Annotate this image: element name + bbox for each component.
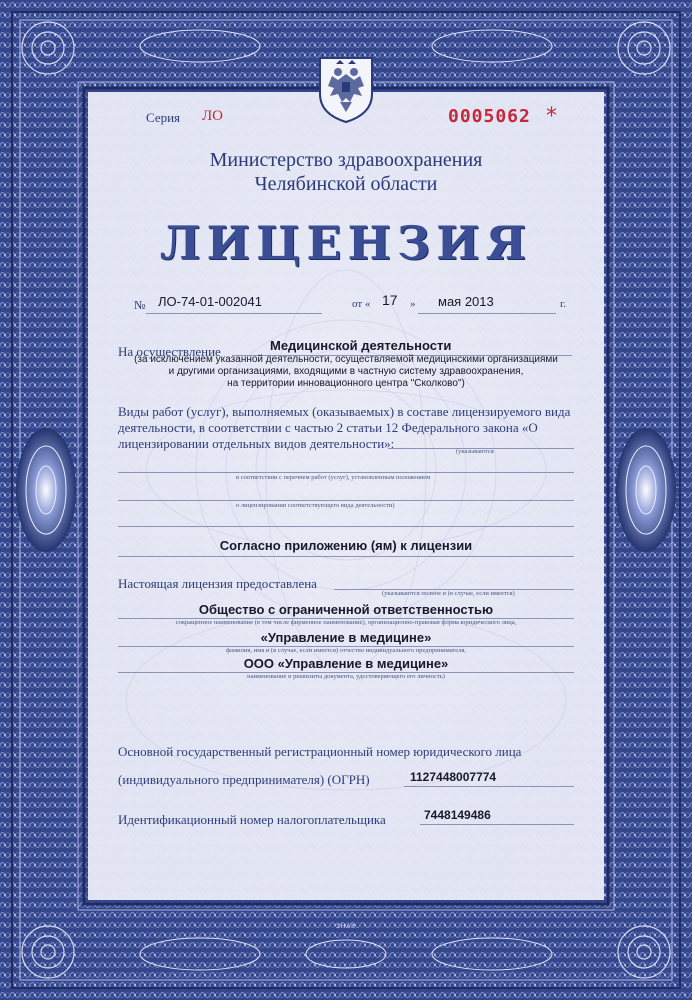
granted-name-line1: Общество с ограниченной ответственностью bbox=[198, 602, 494, 617]
license-year-suffix: г. bbox=[560, 298, 567, 310]
activity-label: На осуществление bbox=[118, 344, 221, 359]
activity-clarification-line1: (за исключением указанной деятельности, осуществляемой медицинскими организациями bbox=[134, 354, 558, 365]
works-hint-2: в соответствии с перечнем работ (услуг), установленным положением bbox=[236, 474, 431, 481]
works-line1: Виды работ (услуг), выполняемых (оказываемых) в составе лицензируемого вида bbox=[118, 404, 571, 419]
works-hint-1: (указываются bbox=[456, 448, 494, 455]
granted-name-line2: «Управление в медицине» bbox=[260, 630, 432, 645]
works-paragraph bbox=[118, 404, 578, 452]
russian-coat-of-arms-icon bbox=[314, 54, 378, 124]
inn-value: 7448149486 bbox=[424, 808, 491, 822]
series-star-mark: * bbox=[546, 104, 557, 129]
series-number: 0005062 bbox=[448, 106, 531, 127]
issuer-line2: Челябинской области bbox=[254, 173, 438, 195]
works-value: Согласно приложению (ям) к лицензии bbox=[219, 538, 473, 553]
ogrn-line2: (индивидуального предпринимателя) (ОГРН) bbox=[118, 772, 370, 787]
granted-hint-under1: сокращенное наименование (в том числе фирменное наименование), организационно-правовая форма юридического лица, bbox=[175, 619, 517, 626]
works-line3: лицензировании отдельных видов деятельности»: bbox=[118, 436, 395, 451]
ogrn-value: 1127448007774 bbox=[410, 770, 497, 784]
works-line2: деятельности, в соответствии с частью 2 статьи 12 Федерального закона «О bbox=[118, 420, 538, 435]
license-date-prefix: от « bbox=[352, 298, 371, 310]
issuer-line1: Министерство здравоохранения bbox=[209, 149, 483, 171]
issuer-name bbox=[0, 148, 692, 196]
granted-hint-under2: фамилия, имя и (в случае, если имеется) отчество индивидуального предпринимателя, bbox=[225, 647, 467, 654]
license-number-label: № bbox=[134, 298, 146, 312]
granted-hint-right: (указываются полное и (в случае, если имеется) bbox=[382, 590, 515, 597]
coat-of-arms-emblem bbox=[314, 54, 378, 124]
license-number: ЛО-74-01-002041 bbox=[158, 294, 262, 309]
granted-hint-under3: наименование и реквизиты документа, удостоверяющего его личность) bbox=[247, 673, 445, 680]
license-date-month-year: мая 2013 bbox=[438, 294, 494, 309]
license-date-day: 17 bbox=[382, 292, 398, 308]
granted-short-name: ООО «Управление в медицине» bbox=[243, 656, 449, 671]
activity-clarification-line3: на территории инновационного центра "Сколково") bbox=[227, 378, 465, 389]
printer-mark: ЗНАК bbox=[336, 924, 356, 930]
works-hint-3: о лицензировании соответствующего вида деятельности) bbox=[236, 502, 395, 509]
series-value: ЛО bbox=[202, 108, 224, 124]
series-label: Серия bbox=[146, 110, 181, 125]
license-date-mid: » bbox=[410, 298, 416, 310]
activity-clarification bbox=[0, 354, 692, 390]
granted-label: Настоящая лицензия предоставлена bbox=[118, 576, 317, 591]
activity-clarification-line2: и другими организациями, входящими в частную систему здравоохранения, bbox=[168, 366, 524, 377]
ogrn-line1: Основной государственный регистрационный номер юридического лица bbox=[118, 744, 522, 759]
activity-value: Медицинской деятельности bbox=[270, 338, 452, 353]
inn-label: Идентификационный номер налогоплательщика bbox=[118, 812, 386, 827]
document-title: ЛИЦЕНЗИЯ bbox=[159, 216, 533, 270]
